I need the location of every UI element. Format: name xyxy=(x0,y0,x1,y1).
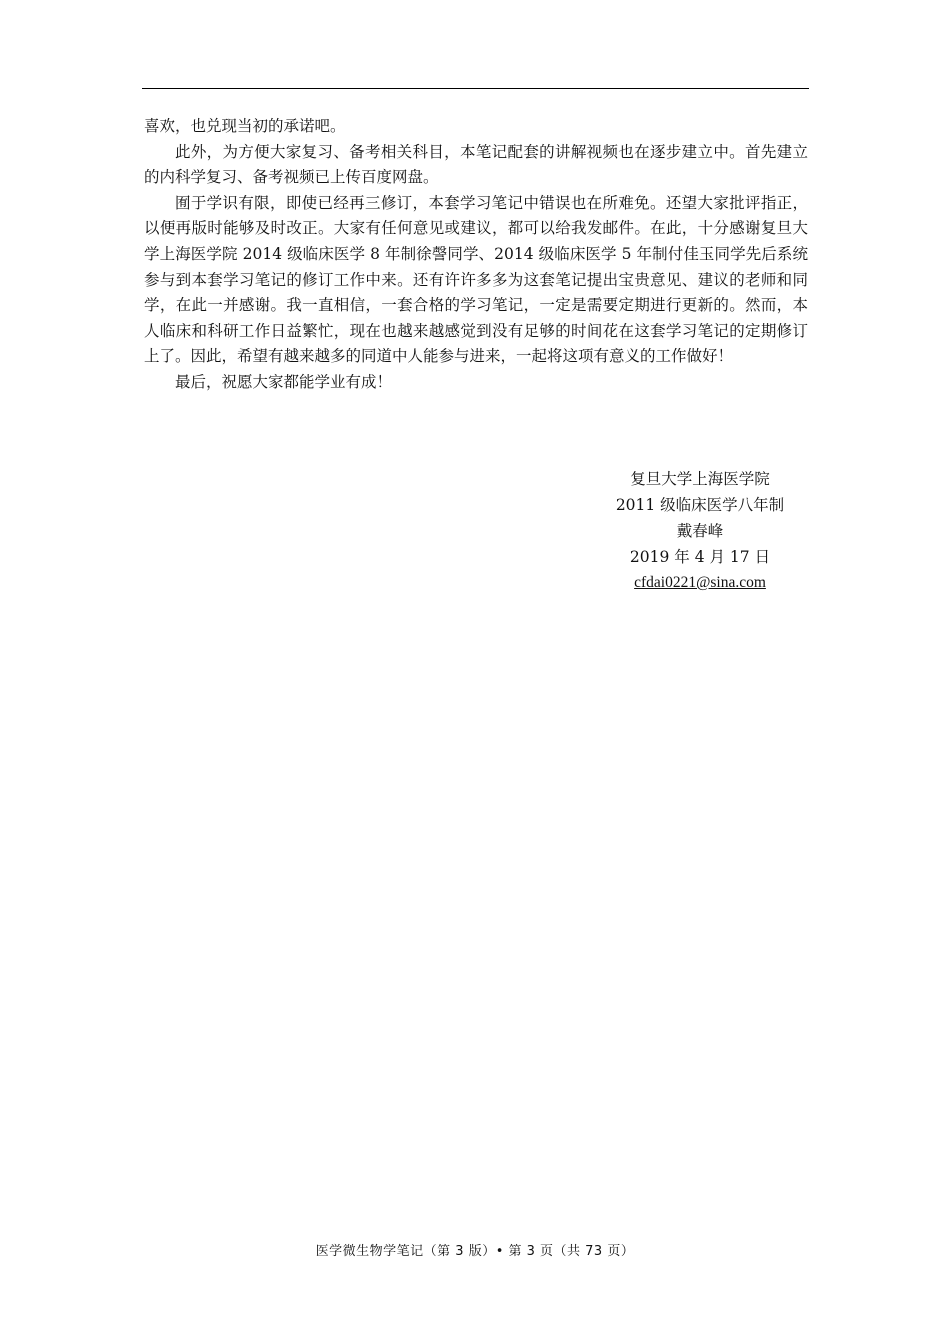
paragraph-acknowledgements: 囿于学识有限，即使已经再三修订，本套学习笔记中错误也在所难免。还望大家批评指正，以便再版时能够及时改正。大家有任何意见或建议，都可以给我发邮件。在此，十分感谢复旦大学上海医学院 2014 级临床医学 8 年制徐謦同学、2014 级临床医学 5 年制付佳玉同学先后系统参与到本套学习笔记的修订工作中来。还有许许多多为这套笔记提出宝贵意见、建议的老师和同学，在此一并感谢。我一直相信，一套合格的学习笔记，一定是需要定期进行更新的。然而，本人临床和科研工作日益繁忙，现在也越来越感觉到没有足够的时间花在这套学习笔记的定期修订上了。因此，希望有越来越多的同道中人能参与进来，一起将这项有意义的工作做好！ xyxy=(144,193,808,366)
signature-date: 2019 年 4 月 17 日 xyxy=(629,548,771,566)
paragraph-closing: 最后，祝愿大家都能学业有成！ xyxy=(175,372,393,391)
signature-author: 戴春峰 xyxy=(676,522,724,540)
document-body xyxy=(144,114,808,396)
header-rule xyxy=(142,88,809,89)
signature-block xyxy=(580,466,820,596)
paragraph-videos: 此外，为方便大家复习、备考相关科目，本笔记配套的讲解视频也在逐步建立中。首先建立的内科学复习、备考视频已上传百度网盘。 xyxy=(144,142,808,187)
paragraph-continuation: 喜欢，也兑现当初的承诺吧。 xyxy=(144,117,346,135)
signature-institution: 复旦大学上海医学院 xyxy=(630,470,770,488)
signature-program: 2011 级临床医学八年制 xyxy=(615,496,785,514)
email-link[interactable]: cfdai0221@sina.com xyxy=(634,574,766,591)
page-footer: 医学微生物学笔记（第 3 版）• 第 3 页（共 73 页） xyxy=(315,1244,635,1259)
